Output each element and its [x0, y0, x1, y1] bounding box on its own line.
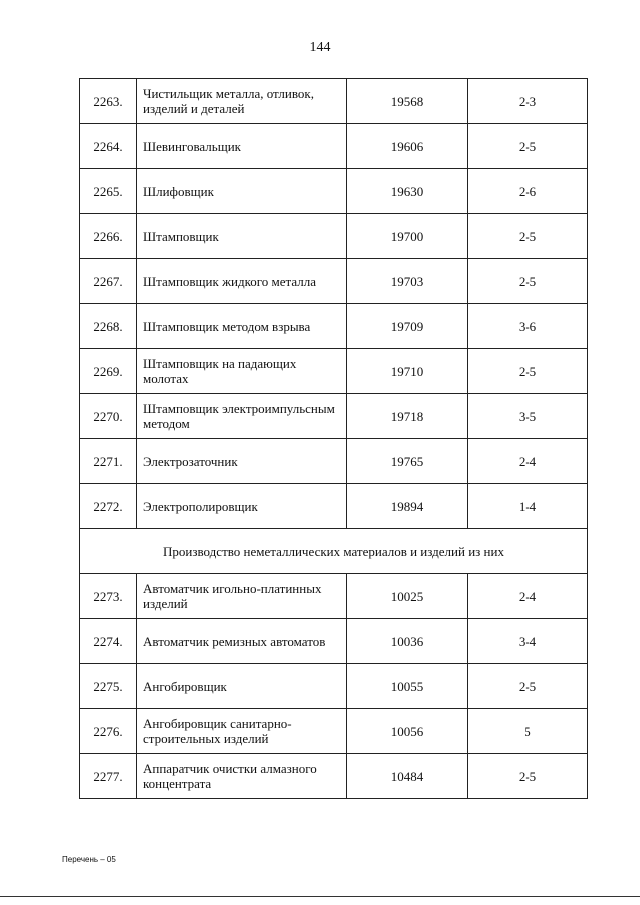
table-row — [80, 754, 588, 799]
profession-name: Штамповщик — [137, 214, 347, 259]
profession-code: 19718 — [347, 394, 468, 439]
grade-range: 2-5 — [468, 124, 588, 169]
table-row — [80, 664, 588, 709]
profession-name: Штамповщик методом взрыва — [137, 304, 347, 349]
table-row — [80, 349, 588, 394]
profession-name: Шевинговальщик — [137, 124, 347, 169]
grade-range: 5 — [468, 709, 588, 754]
row-number: 2264. — [80, 124, 137, 169]
grade-range: 2-5 — [468, 664, 588, 709]
grade-range: 3-4 — [468, 619, 588, 664]
profession-rows-nonmetal — [80, 574, 588, 799]
table-row — [80, 304, 588, 349]
grade-range: 2-5 — [468, 259, 588, 304]
profession-code: 19709 — [347, 304, 468, 349]
row-number: 2270. — [80, 394, 137, 439]
profession-code: 19630 — [347, 169, 468, 214]
profession-rows-metal — [80, 79, 588, 529]
profession-code: 19568 — [347, 79, 468, 124]
table-row — [80, 709, 588, 754]
profession-name: Ангобировщик санитарно-строительных изделий — [137, 709, 347, 754]
page-edge-line — [0, 896, 640, 897]
profession-name: Штамповщик на падающих молотах — [137, 349, 347, 394]
table-row — [80, 394, 588, 439]
row-number: 2266. — [80, 214, 137, 259]
row-number: 2265. — [80, 169, 137, 214]
page-number: 144 — [309, 40, 331, 55]
profession-code: 10025 — [347, 574, 468, 619]
row-number: 2268. — [80, 304, 137, 349]
row-number: 2263. — [80, 79, 137, 124]
grade-range: 2-5 — [468, 349, 588, 394]
profession-name: Аппаратчик очистки алмазного концентрата — [137, 754, 347, 799]
row-number: 2267. — [80, 259, 137, 304]
row-number: 2272. — [80, 484, 137, 529]
profession-code: 10484 — [347, 754, 468, 799]
profession-name: Ангобировщик — [137, 664, 347, 709]
profession-code: 19894 — [347, 484, 468, 529]
grade-range: 2-5 — [468, 754, 588, 799]
section-title: Производство неметаллических материалов и изделий из них — [80, 529, 588, 574]
table-row — [80, 619, 588, 664]
row-number: 2271. — [80, 439, 137, 484]
table-row — [80, 79, 588, 124]
profession-name: Электрополировщик — [137, 484, 347, 529]
grade-range: 2-5 — [468, 214, 588, 259]
profession-name: Автоматчик ремизных автоматов — [137, 619, 347, 664]
row-number: 2273. — [80, 574, 137, 619]
profession-table — [79, 78, 588, 799]
table-row — [80, 214, 588, 259]
profession-code: 19703 — [347, 259, 468, 304]
profession-code: 19606 — [347, 124, 468, 169]
grade-range: 3-6 — [468, 304, 588, 349]
table-row — [80, 484, 588, 529]
profession-code: 10036 — [347, 619, 468, 664]
grade-range: 1-4 — [468, 484, 588, 529]
row-number: 2276. — [80, 709, 137, 754]
table-row — [80, 124, 588, 169]
profession-name: Шлифовщик — [137, 169, 347, 214]
grade-range: 2-4 — [468, 574, 588, 619]
row-number: 2269. — [80, 349, 137, 394]
table-row — [80, 169, 588, 214]
row-number: 2274. — [80, 619, 137, 664]
footer-document-code: Перечень – 05 — [62, 855, 116, 864]
row-number: 2277. — [80, 754, 137, 799]
profession-name: Штамповщик электроимпульсным методом — [137, 394, 347, 439]
section-header-row — [80, 529, 588, 574]
table-row — [80, 574, 588, 619]
grade-range: 3-5 — [468, 394, 588, 439]
profession-code: 10055 — [347, 664, 468, 709]
grade-range: 2-6 — [468, 169, 588, 214]
profession-code: 19765 — [347, 439, 468, 484]
profession-code: 19710 — [347, 349, 468, 394]
table-row — [80, 439, 588, 484]
row-number: 2275. — [80, 664, 137, 709]
profession-name: Электрозаточник — [137, 439, 347, 484]
profession-name: Автоматчик игольно-платинных изделий — [137, 574, 347, 619]
profession-name: Чистильщик металла, отливок, изделий и деталей — [137, 79, 347, 124]
grade-range: 2-3 — [468, 79, 588, 124]
table-row — [80, 259, 588, 304]
section-header-group — [80, 529, 588, 574]
profession-code: 10056 — [347, 709, 468, 754]
grade-range: 2-4 — [468, 439, 588, 484]
profession-code: 19700 — [347, 214, 468, 259]
profession-name: Штамповщик жидкого металла — [137, 259, 347, 304]
